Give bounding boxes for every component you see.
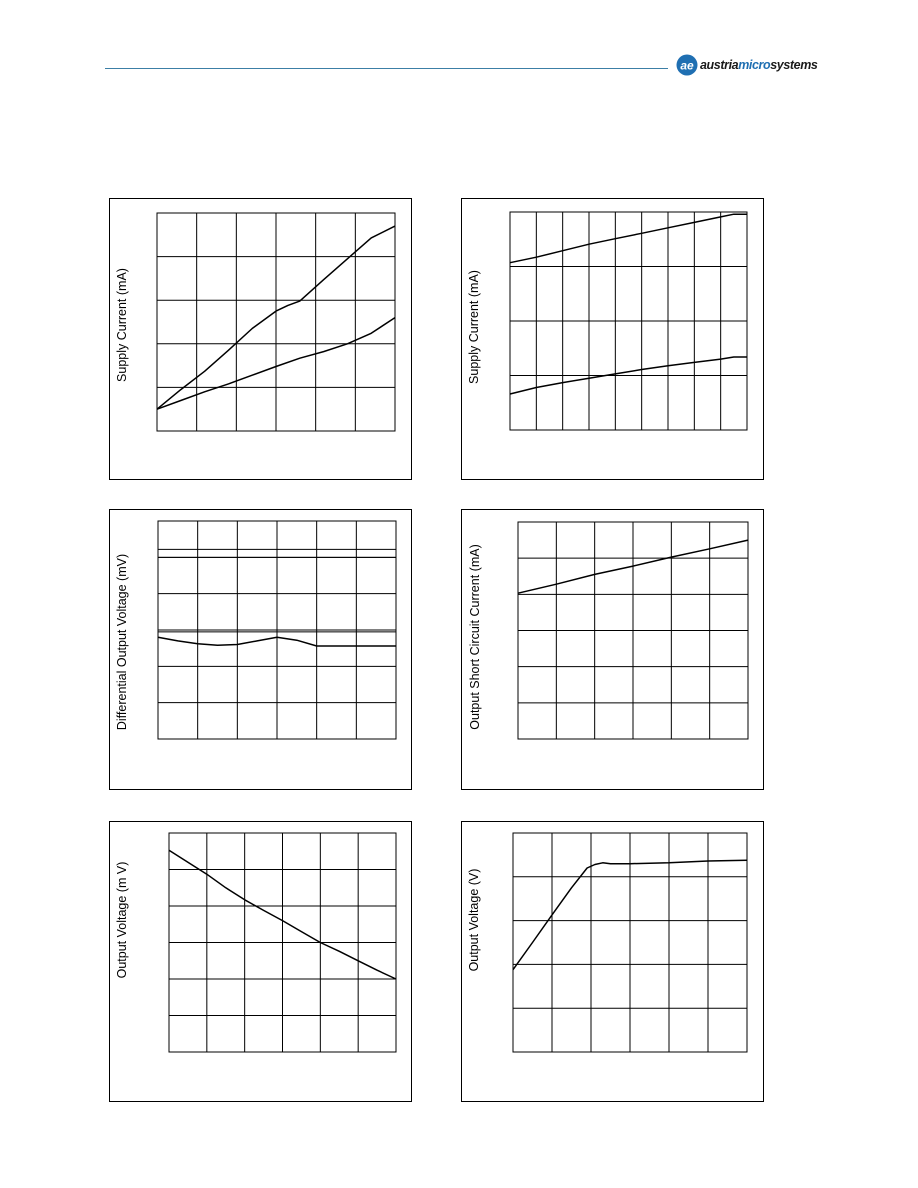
- chart-5-plot: [110, 822, 411, 1101]
- chart-panel-supply-current-1: [109, 198, 412, 480]
- company-logo: [676, 54, 818, 76]
- chart-1-ylabel: Supply Current (mA): [115, 268, 129, 382]
- chart-3-plot: [110, 510, 411, 789]
- chart-3-ylabel: Differential Output Voltage (mV): [115, 553, 129, 731]
- chart-panel-differential-output-voltage: [109, 509, 412, 790]
- series-line-1: [510, 214, 747, 263]
- chart-6-ylabel: Output Voltage (V): [467, 868, 481, 972]
- chart-panel-output-voltage-v: [461, 821, 764, 1102]
- chart-panel-output-voltage-mv: [109, 821, 412, 1102]
- logo-word-3: systems: [770, 58, 818, 72]
- chart-5-ylabel: Output Voltage (m V): [115, 861, 129, 979]
- chart-6-plot: [462, 822, 763, 1101]
- logo-wordmark: [700, 58, 818, 72]
- chart-panel-output-short-circuit-current: [461, 509, 764, 790]
- header-rule: [105, 68, 668, 69]
- chart-panel-supply-current-2: [461, 198, 764, 480]
- logo-word-2: micro: [738, 58, 771, 72]
- chart-4-ylabel: Output Short Circuit Current (mA): [468, 544, 482, 730]
- chart-2-ylabel: Supply Current (mA): [467, 270, 481, 384]
- logo-word-1: austria: [700, 58, 739, 72]
- ae-logo-icon: [676, 54, 698, 76]
- chart-4-plot: [462, 510, 763, 789]
- svg-text:ae: ae: [680, 58, 694, 73]
- chart-1-plot: [110, 199, 411, 479]
- chart-2-plot: [462, 199, 763, 479]
